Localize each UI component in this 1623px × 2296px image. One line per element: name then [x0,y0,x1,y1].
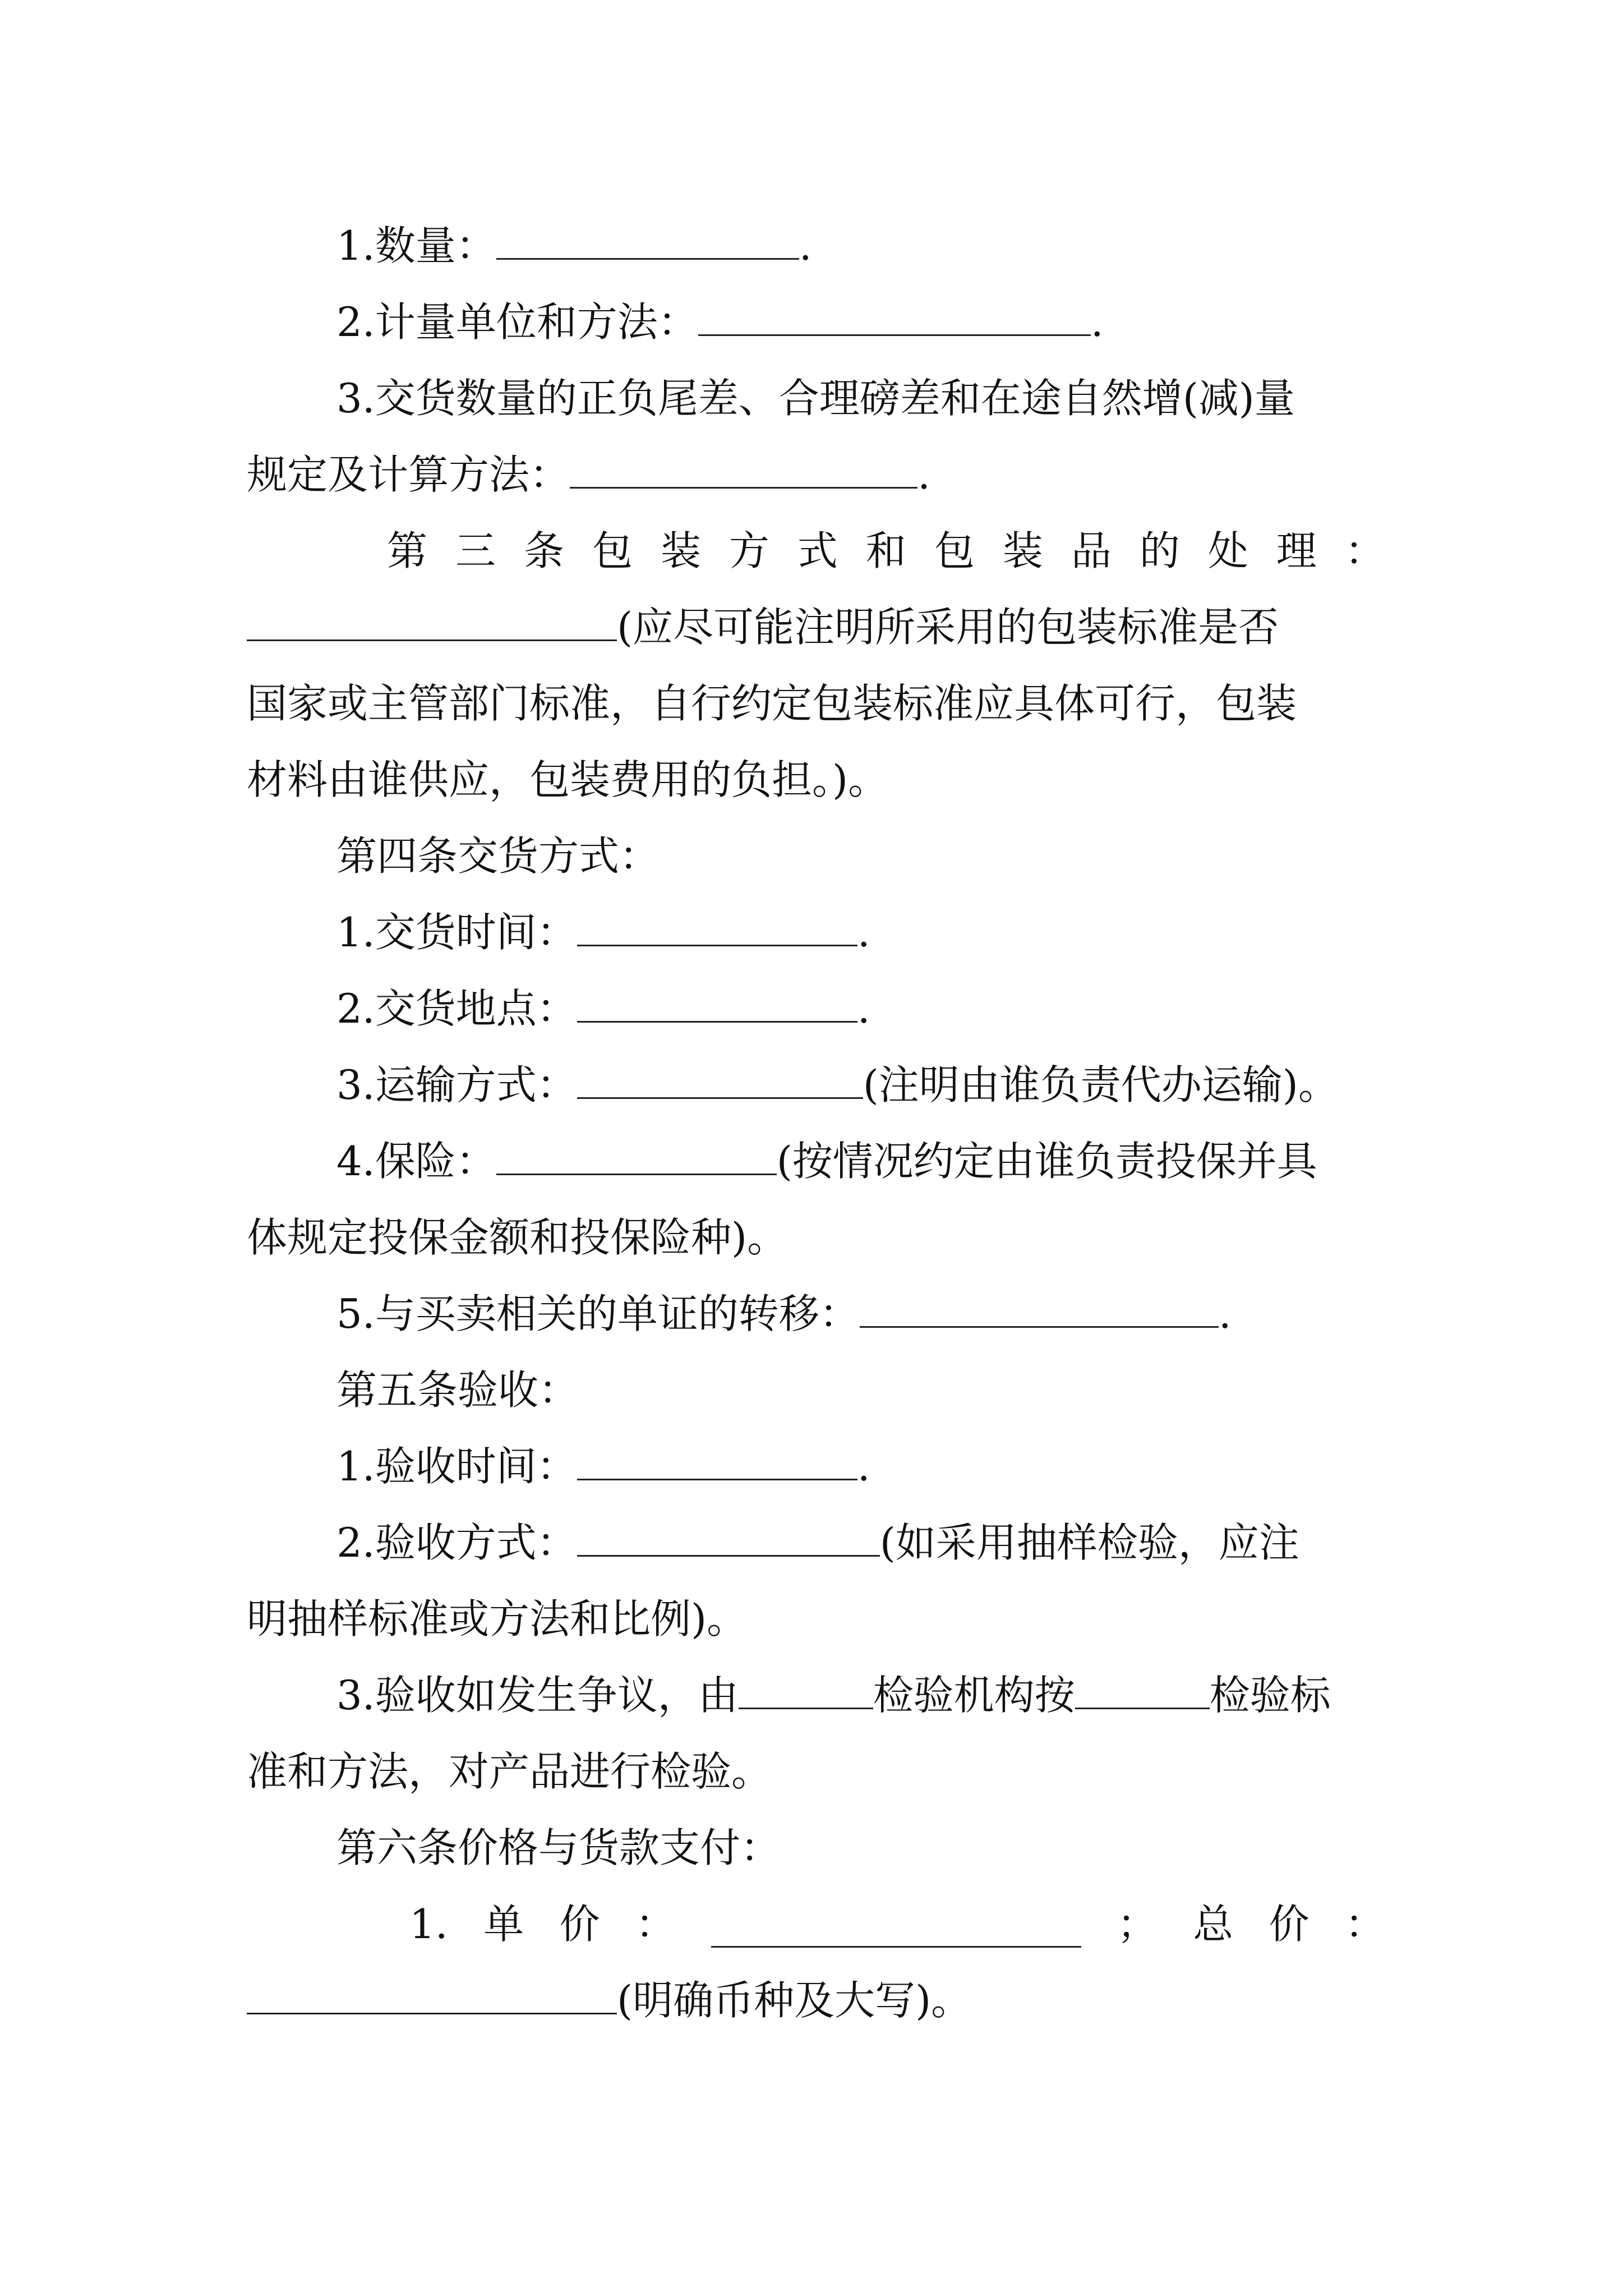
inspection-standard-blank[interactable] [1075,1663,1210,1709]
transport-method: 3.运输方式： (注明由谁负责代办运输)。 [336,1051,1402,1119]
clause-unit-method-label: 2.计量单位和方法： [336,298,698,346]
article-5-title: 第五条验收： [336,1366,579,1414]
price-line: 1. 单 价 ： ； 总 价 ： [409,1901,1385,1948]
total-price-blank[interactable] [247,1968,617,2014]
quantity-blank[interactable] [496,213,799,260]
article-3-line3: 材料由谁供应，包装费用的负担。)。 [247,756,889,803]
insurance: 4.保险： (按情况约定由谁负责投保并具 [336,1128,1402,1195]
inspection-time-blank[interactable] [577,1434,857,1480]
clause-quantity: 1.数量： . [336,212,1402,279]
clause-tolerance-cont: 规定及计算方法： . [247,441,1385,508]
article-3-note: (应尽可能注明所采用的包装标准是否 [617,604,1279,651]
inspection-dispute-cont: 准和方法，对产品进行检验。 [247,1748,772,1795]
tolerance-blank[interactable] [570,442,917,489]
clause-quantity-label: 1.数量： [336,222,496,269]
clause-tolerance [336,365,1402,432]
inspection-agency-blank[interactable] [739,1663,873,1709]
article-6-title: 第六条价格与货款支付： [336,1824,781,1871]
total-price-line: (明确币种及大写)。 [247,1967,1385,2034]
insurance-blank[interactable] [496,1129,777,1175]
documents-blank[interactable] [860,1281,1219,1328]
article-3-heading: 第 三 条 包 装 方 式 和 包 装 品 的 处 理 ： [387,527,1385,574]
inspection-method-cont: 明抽样标准或方法和比例)。 [247,1595,748,1642]
documents-transfer: 5.与买卖相关的单证的转移： . [336,1280,1402,1347]
delivery-place: 2.交货地点： . [336,975,1402,1042]
article-3-cont [247,593,1385,661]
delivery-time: 1.交货时间： . [336,899,1402,966]
insurance-cont: 体规定投保金额和投保险种)。 [247,1214,788,1261]
delivery-time-blank[interactable] [577,900,857,946]
clause-unit-method: 2.计量单位和方法： . [336,288,1402,356]
unit-method-blank[interactable] [698,289,1091,336]
unit-price-blank[interactable] [711,1901,1081,1948]
inspection-time: 1.验收时间： . [336,1433,1402,1500]
inspection-method-blank[interactable] [577,1510,880,1557]
inspection-dispute: 3.验收如发生争议，由 检验机构按 检验标 [336,1662,1402,1729]
article-4-title: 第四条交货方式： [336,832,660,880]
inspection-method: 2.验收方式： (如采用抽样检验，应注 [336,1509,1402,1576]
transport-blank[interactable] [577,1052,863,1099]
clause-tolerance-text: 3.交货数量的正负尾差、合理磅差和在途自然增(减)量 [336,375,1295,422]
packaging-blank[interactable] [247,595,617,641]
clause-tolerance-label: 规定及计算方法： [247,451,570,498]
article-3-line2: 国家或主管部门标准，自行约定包装标准应具体可行，包装 [247,680,1297,727]
delivery-place-blank[interactable] [577,976,857,1023]
